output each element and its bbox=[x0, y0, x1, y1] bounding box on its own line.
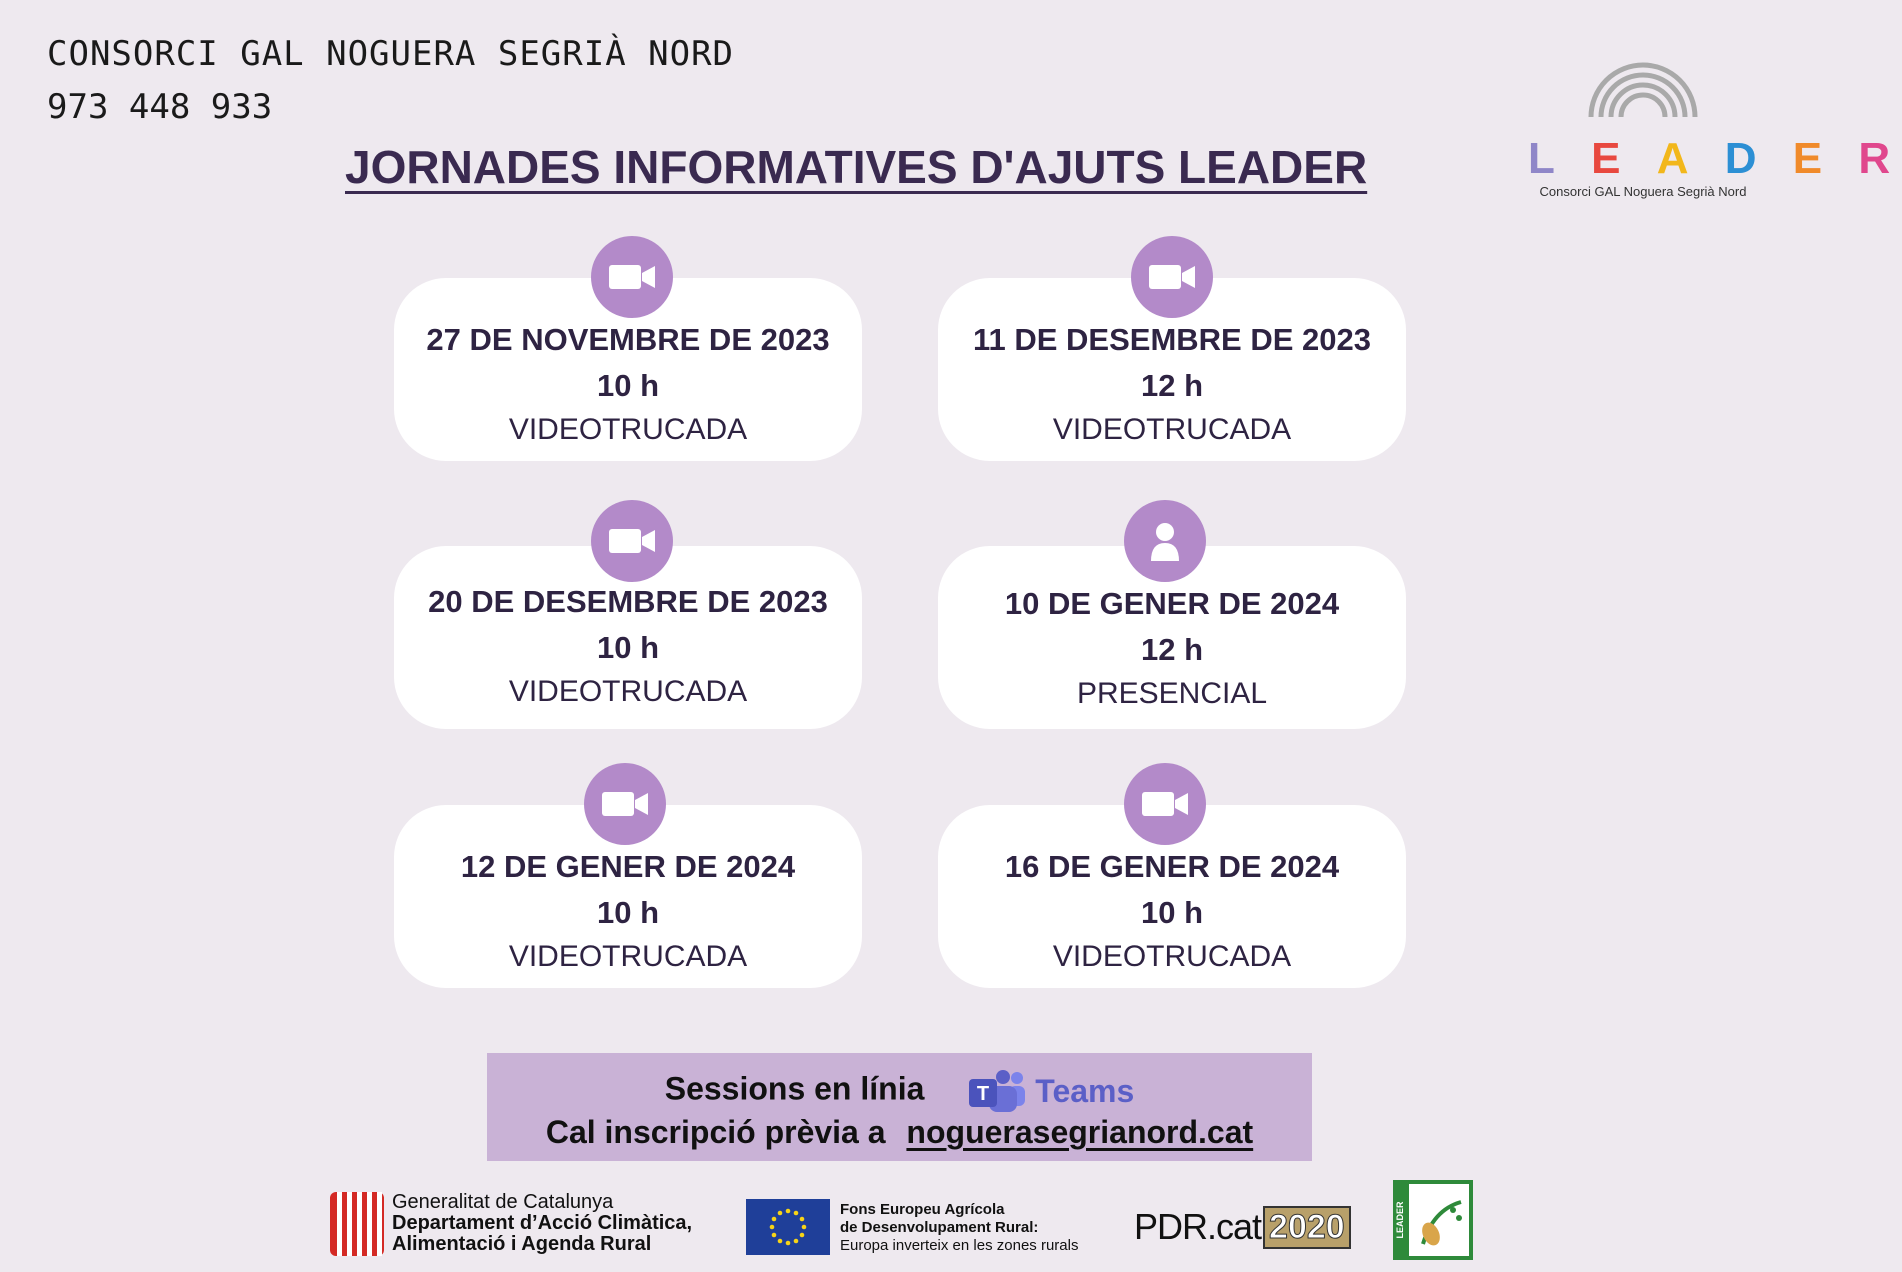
session-card bbox=[394, 278, 862, 461]
session-mode: VIDEOTRUCADA bbox=[508, 940, 748, 973]
session-time: 10 h bbox=[596, 630, 660, 665]
logo-subtitle: Consorci GAL Noguera Segrià Nord bbox=[1539, 184, 1747, 199]
session-date: 27 DE NOVEMBRE DE 2023 bbox=[426, 322, 830, 357]
session-date: 12 DE GENER DE 2024 bbox=[460, 849, 796, 884]
session-date: 16 DE GENER DE 2024 bbox=[1004, 849, 1340, 884]
session-date: 11 DE DESEMBRE DE 2023 bbox=[972, 322, 1371, 357]
video-camera-icon bbox=[591, 500, 673, 582]
logo-letter: R bbox=[1858, 134, 1902, 183]
session-date: 10 DE GENER DE 2024 bbox=[1004, 586, 1340, 621]
eu-line1: Fons Europeu Agrícola bbox=[840, 1201, 1005, 1218]
session-time: 10 h bbox=[1140, 895, 1204, 930]
pdr-text: PDR.cat bbox=[1134, 1206, 1262, 1247]
generalitat-line1: Generalitat de Catalunya bbox=[392, 1191, 614, 1213]
person-icon bbox=[1124, 500, 1206, 582]
org-name: CONSORCI GAL NOGUERA SEGRIÀ NORD bbox=[47, 34, 735, 74]
video-camera-icon bbox=[591, 236, 673, 318]
session-card bbox=[938, 278, 1406, 461]
logo-letter: E bbox=[1792, 134, 1835, 183]
teams-badge bbox=[969, 1069, 1134, 1113]
session-mode: VIDEOTRUCADA bbox=[1052, 413, 1292, 446]
leader-badge-icon bbox=[1393, 1180, 1473, 1260]
session-mode: VIDEOTRUCADA bbox=[508, 675, 748, 708]
session-date: 20 DE DESEMBRE DE 2023 bbox=[428, 584, 828, 619]
generalitat-logo bbox=[330, 1191, 693, 1261]
senyera-icon bbox=[330, 1192, 384, 1256]
online-sessions-banner bbox=[487, 1053, 1312, 1161]
logo-letter: D bbox=[1724, 134, 1769, 183]
phone-number: 973 448 933 bbox=[47, 87, 273, 127]
teams-label: Teams bbox=[1035, 1072, 1135, 1109]
eu-line3: Europa inverteix en les zones rurals bbox=[840, 1237, 1079, 1254]
session-card bbox=[938, 805, 1406, 988]
logo-letter: A bbox=[1656, 134, 1701, 183]
online-sessions-label: Sessions en línia bbox=[664, 1070, 925, 1107]
registration-link[interactable]: noguerasegrianord.cat bbox=[906, 1114, 1254, 1150]
session-time: 10 h bbox=[596, 895, 660, 930]
leader-wordmark bbox=[1528, 134, 1902, 184]
generalitat-line2: Departament d’Acció Climàtica, bbox=[392, 1212, 693, 1234]
session-mode: VIDEOTRUCADA bbox=[508, 413, 748, 446]
rainbow-arcs-icon bbox=[1583, 22, 1703, 122]
session-mode: PRESENCIAL bbox=[1076, 677, 1268, 710]
session-card bbox=[394, 805, 862, 988]
pdr-year: 2020 bbox=[1263, 1206, 1351, 1249]
svg-text:T: T bbox=[977, 1083, 990, 1105]
session-time: 10 h bbox=[596, 368, 660, 403]
eu-feader-logo bbox=[746, 1199, 1079, 1260]
logo-letter: E bbox=[1591, 134, 1633, 183]
generalitat-line3: Alimentació i Agenda Rural bbox=[392, 1233, 652, 1255]
pdr-logo bbox=[1134, 1204, 1351, 1250]
session-time: 12 h bbox=[1140, 632, 1204, 667]
eu-flag-icon bbox=[746, 1199, 830, 1255]
session-card bbox=[394, 546, 862, 729]
video-camera-icon bbox=[1124, 763, 1206, 845]
video-camera-icon bbox=[584, 763, 666, 845]
eu-line2: de Desenvolupament Rural: bbox=[840, 1219, 1039, 1236]
page-title: JORNADES INFORMATIVES D'AJUTS LEADER bbox=[345, 141, 1368, 193]
session-card bbox=[938, 546, 1406, 729]
video-camera-icon bbox=[1131, 236, 1213, 318]
leader-badge-label: LEADER bbox=[1395, 1201, 1405, 1239]
session-time: 12 h bbox=[1140, 368, 1204, 403]
session-mode: VIDEOTRUCADA bbox=[1052, 940, 1292, 973]
logo-letter: L bbox=[1528, 134, 1567, 183]
registration-label: Cal inscripció prèvia a bbox=[545, 1114, 886, 1150]
leader-logo bbox=[1528, 22, 1902, 199]
teams-icon bbox=[969, 1069, 1027, 1113]
